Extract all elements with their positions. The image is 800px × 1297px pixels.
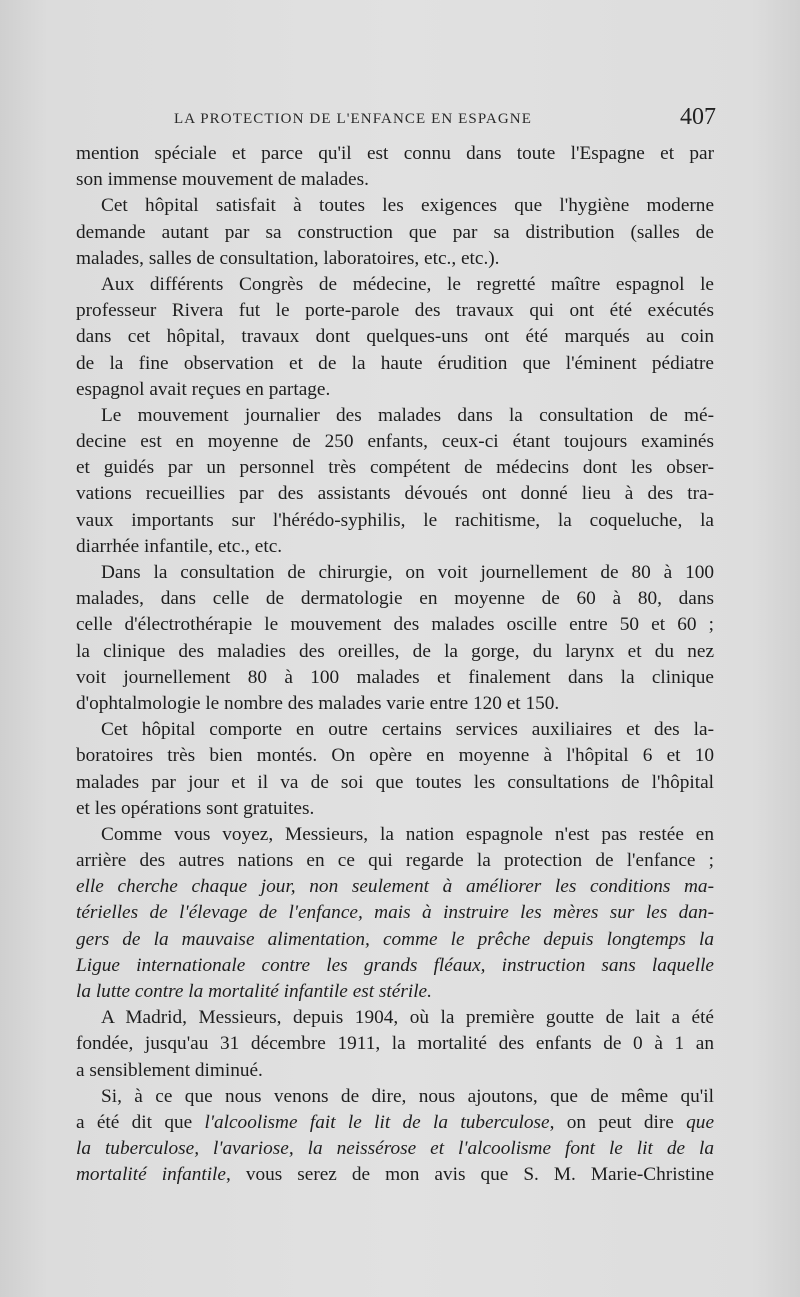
italic-span: l'alcoolisme fait le lit de la tuberculose xyxy=(204,1111,550,1133)
text-line-36: a sensiblement diminué. xyxy=(76,1059,263,1081)
text-line-7: professeur Rivera fut le porte-parole des travaux qui ont été exécutés xyxy=(76,300,714,322)
italic-span: que xyxy=(686,1111,714,1133)
text-line-2: son immense mouvement de malades. xyxy=(76,169,369,191)
text-line-9: de la fine observation et de la haute érudition que l'éminent pédiatre xyxy=(76,352,714,374)
text-line-30: térielles de l'élevage de l'enfance, mais à instruire les mères sur les dan- xyxy=(76,902,714,924)
body-text xyxy=(76,141,714,1189)
text-line-23: Cet hôpital comporte en outre certains services auxiliaires et des la- xyxy=(101,719,714,741)
text-line-34: A Madrid, Messieurs, depuis 1904, où la première goutte de lait a été xyxy=(101,1007,714,1029)
text-line-25: malades par jour et il va de soi que toutes les consultations de l'hôpital xyxy=(76,771,714,793)
running-title: LA PROTECTION DE L'ENFANCE EN ESPAGNE xyxy=(174,111,532,127)
text-line-21: voit journellement 80 à 100 malades et finalement dans la clinique xyxy=(76,666,714,688)
italic-span: mortalité infantile xyxy=(76,1164,226,1186)
text-line-40 xyxy=(76,1162,714,1188)
text-line-6: Aux différents Congrès de médecine, le regretté maître espagnol le xyxy=(101,273,714,295)
text-line-4: demande autant par sa construction que par sa distribution (salles de xyxy=(76,221,714,243)
text-line-12: decine est en moyenne de 250 enfants, ceux-ci étant toujours examinés xyxy=(76,431,714,453)
page-number: 407 xyxy=(680,104,716,130)
text-line-35: fondée, jusqu'au 31 décembre 1911, la mortalité des enfants de 0 à 1 an xyxy=(76,1033,714,1055)
text-span: , on peut dire xyxy=(549,1111,687,1133)
text-line-15: vaux importants sur l'hérédo-syphilis, le rachitisme, la coqueluche, la xyxy=(76,509,714,531)
text-line-10: espagnol avait reçues en partage. xyxy=(76,378,331,400)
text-line-8: dans cet hôpital, travaux dont quelques-uns ont été marqués au coin xyxy=(76,326,714,348)
text-line-5: malades, salles de consultation, laboratoires, etc., etc.). xyxy=(76,247,500,269)
text-line-37: Si, à ce que nous venons de dire, nous ajoutons, que de même qu'il xyxy=(101,1085,714,1107)
text-line-18: malades, dans celle de dermatologie en moyenne de 60 à 80, dans xyxy=(76,588,714,610)
text-line-38 xyxy=(76,1110,714,1136)
text-line-33: la lutte contre la mortalité infantile est stérile. xyxy=(76,981,432,1002)
text-line-13: et guidés par un personnel très compétent de médecins dont les obser- xyxy=(76,457,714,479)
text-line-39: la tuberculose, l'avariose, la neissérose et l'alcoolisme font le lit de la xyxy=(76,1138,714,1160)
text-line-29: elle cherche chaque jour, non seulement à améliorer les conditions ma- xyxy=(76,876,714,898)
text-line-28: arrière des autres nations en ce qui regarde la protection de l'enfance ; xyxy=(76,850,714,872)
text-line-26: et les opérations sont gratuites. xyxy=(76,797,315,819)
text-line-27: Comme vous voyez, Messieurs, la nation espagnole n'est pas restée en xyxy=(101,823,714,845)
text-line-24: boratoires très bien montés. On opère en moyenne à l'hôpital 6 et 10 xyxy=(76,745,714,767)
text-line-16: diarrhée infantile, etc., etc. xyxy=(76,535,283,557)
text-line-31: gers de la mauvaise alimentation, comme le prêche depuis longtemps la xyxy=(76,928,714,950)
text-line-20: la clinique des maladies des oreilles, de la gorge, du larynx et du nez xyxy=(76,640,714,662)
text-line-17: Dans la consultation de chirurgie, on voit journellement de 80 à 100 xyxy=(101,562,714,583)
text-line-1: mention spéciale et parce qu'il est connu dans toute l'Espagne et par xyxy=(76,143,714,164)
text-line-19: celle d'électrothérapie le mouvement des malades oscille entre 50 et 60 ; xyxy=(76,614,714,636)
text-line-22: d'ophtalmologie le nombre des malades varie entre 120 et 150. xyxy=(76,692,560,714)
text-line-32: Ligue internationale contre les grands fléaux, instruction sans laquelle xyxy=(76,954,714,976)
text-span: , vous serez de mon avis que S. M. Marie-Christine xyxy=(225,1164,715,1186)
running-head xyxy=(76,104,716,140)
text-line-3: Cet hôpital satisfait à toutes les exigences que l'hygiène moderne xyxy=(101,195,714,217)
text-span: a été dit que xyxy=(76,1111,205,1133)
text-line-14: vations recueillies par des assistants dévoués ont donné lieu à des tra- xyxy=(76,483,714,505)
text-line-11: Le mouvement journalier des malades dans la consultation de mé- xyxy=(101,404,714,426)
